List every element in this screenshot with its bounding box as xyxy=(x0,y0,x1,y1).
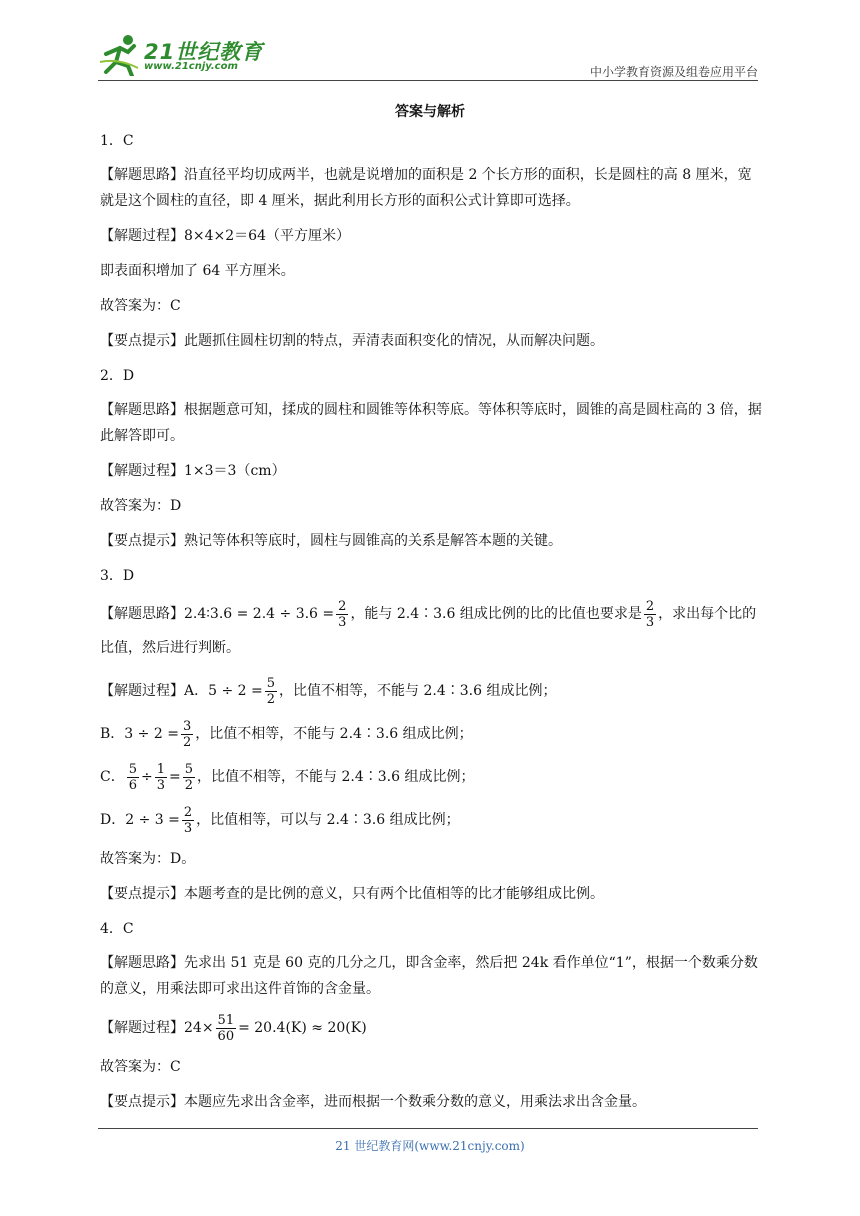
q3-thought-fraction-2 xyxy=(644,599,656,630)
q4-tip xyxy=(100,1089,764,1115)
q3-thought-mid: ，能与 2.4∶3.6 组成比例的比的比值也要求是 xyxy=(350,606,642,622)
fraction-denominator: 2 xyxy=(182,734,192,750)
q3-d-text: ，比值相等，可以与 2.4∶3.6 组成比例； xyxy=(196,812,460,828)
runner-logo-icon xyxy=(98,32,142,76)
q3-process-tag: 【解题过程】 xyxy=(100,683,184,699)
page-header xyxy=(98,30,758,80)
logo-text: 21世纪教育 xyxy=(144,40,264,64)
q3-b-prefix: B． xyxy=(100,726,125,742)
q3-option-d xyxy=(100,803,764,837)
q3-final-answer: 故答案为：D。 xyxy=(100,851,196,867)
header-divider xyxy=(98,80,758,81)
q4-tip-text: 本题应先求出含金率，进而根据一个数乘分数的意义，用乘法求出含金量。 xyxy=(184,1094,646,1110)
answer-content xyxy=(100,128,764,1124)
fraction-denominator: 3 xyxy=(645,614,655,630)
q4-thought xyxy=(100,950,764,1002)
fraction-numerator: 1 xyxy=(156,761,166,777)
q2-process-text: 1×3＝3（cm） xyxy=(184,463,286,479)
q3-b-fraction xyxy=(181,719,193,750)
q1-process-text: 8×4×2＝64（平方厘米） xyxy=(184,228,350,244)
logo xyxy=(98,30,268,80)
platform-name: 中小学教育资源及组卷应用平台 xyxy=(589,65,758,79)
page-footer: 21 世纪教育网(www.21cnjy.com) xyxy=(335,1139,525,1153)
q2-thought xyxy=(100,397,764,449)
q3-thought-end: ，求出每个比的比值，然后进行判断。 xyxy=(100,606,757,656)
q3-tip-tag: 【要点提示】 xyxy=(100,886,184,902)
q4-thought-tag: 【解题思路】 xyxy=(100,955,184,971)
q1-line: 即表面积增加了 64 平方厘米。 xyxy=(100,263,295,279)
q3-d-prefix: D． xyxy=(100,812,126,828)
q3-tip-text: 本题考查的是比例的意义，只有两个比值相等的比才能够组成比例。 xyxy=(184,886,604,902)
fraction-denominator: 2 xyxy=(184,777,194,793)
footer-divider xyxy=(98,1128,758,1129)
q2-thought-tag: 【解题思路】 xyxy=(100,402,184,418)
q3-thought xyxy=(100,597,764,665)
q3-thought-fraction xyxy=(336,599,348,630)
q3-a-math: 5 ÷ 2 = xyxy=(208,683,263,699)
q1-process xyxy=(100,223,764,249)
fraction-numerator: 51 xyxy=(217,1012,235,1028)
q2-final-answer: 故答案为：D xyxy=(100,498,182,514)
q2-process-tag: 【解题过程】 xyxy=(100,463,184,479)
fraction-numerator: 5 xyxy=(266,675,276,691)
q1-thought xyxy=(100,162,764,214)
q2-process xyxy=(100,458,764,484)
fraction-numerator: 5 xyxy=(128,761,137,777)
fraction-denominator: 60 xyxy=(217,1028,235,1044)
q3-option-a xyxy=(100,674,764,708)
q2-answer: 2．D xyxy=(100,368,135,384)
q3-thought-tag: 【解题思路】 xyxy=(100,606,184,622)
fraction-numerator: 2 xyxy=(183,804,193,820)
q4-answer: 4．C xyxy=(100,921,134,937)
q3-d-math: 2 ÷ 3 = xyxy=(125,812,180,828)
fraction-denominator: 2 xyxy=(266,691,276,707)
q3-c-prefix: C． xyxy=(100,769,125,785)
fraction-denominator: 3 xyxy=(338,614,347,630)
fraction-numerator: 5 xyxy=(184,761,194,777)
q3-option-b xyxy=(100,717,764,751)
q4-math-2: = 20.4(K) ≈ 20(K) xyxy=(238,1020,367,1036)
q2-tip-text: 熟记等体积等底时，圆柱与圆锥高的关系是解答本题的关键。 xyxy=(184,533,562,549)
fraction-denominator: 6 xyxy=(128,777,137,793)
q1-answer: 1．C xyxy=(100,133,134,149)
q3-b-text: ，比值不相等，不能与 2.4∶3.6 组成比例； xyxy=(195,726,473,742)
fraction-numerator: 2 xyxy=(645,598,655,614)
q4-fraction xyxy=(216,1013,237,1044)
fraction-numerator: 2 xyxy=(338,598,347,614)
q1-thought-text: 沿直径平均切成两半，也就是说增加的面积是 2 个长方形的面积，长是圆柱的高 8 厘米，宽就是这个圆柱的直径，即 4 厘米，据此利用长方形的面积公式计算即可选择。 xyxy=(100,167,752,209)
fraction-denominator: 3 xyxy=(183,820,193,836)
q3-c-div: ÷ xyxy=(141,769,153,785)
q3-c-text: ，比值不相等，不能与 2.4∶3.6 组成比例； xyxy=(197,769,475,785)
q4-process xyxy=(100,1011,764,1045)
fraction-numerator: 3 xyxy=(182,718,192,734)
q4-process-tag: 【解题过程】 xyxy=(100,1020,184,1036)
logo-url: www.21cnjy.com xyxy=(144,61,238,72)
q3-option-c xyxy=(100,760,764,794)
q2-thought-text: 根据题意可知，揉成的圆柱和圆锥等体积等底。等体积等底时，圆锥的高是圆柱高的 3 倍，据此解答即可。 xyxy=(100,402,762,444)
q3-c-fraction-2 xyxy=(155,762,167,793)
q3-answer: 3．D xyxy=(100,568,135,584)
q4-math-1: 24× xyxy=(184,1020,214,1036)
q1-process-tag: 【解题过程】 xyxy=(100,228,184,244)
q3-c-fraction-1 xyxy=(127,762,139,793)
fraction-denominator: 3 xyxy=(156,777,166,793)
q4-thought-text: 先求出 51 克是 60 克的几分之几，即含金率，然后把 24k 看作单位“1”，根据一个数乘分数的意义，用乘法即可求出这件首饰的含金量。 xyxy=(100,955,758,997)
q2-tip-tag: 【要点提示】 xyxy=(100,533,184,549)
q3-b-math: 3 ÷ 2 = xyxy=(124,726,179,742)
q3-c-eq: = xyxy=(169,769,181,785)
q4-tip-tag: 【要点提示】 xyxy=(100,1094,184,1110)
q1-tip xyxy=(100,328,764,354)
page-title: 答案与解析 xyxy=(395,104,465,120)
q3-a-prefix: A． xyxy=(184,683,209,699)
q2-tip xyxy=(100,528,764,554)
q1-tip-tag: 【要点提示】 xyxy=(100,333,184,349)
q3-c-fraction-3 xyxy=(183,762,195,793)
q1-tip-text: 此题抓住圆柱切割的特点，弄清表面积变化的情况，从而解决问题。 xyxy=(184,333,604,349)
q4-final-answer: 故答案为：C xyxy=(100,1059,181,1075)
q3-a-text: ，比值不相等，不能与 2.4∶3.6 组成比例； xyxy=(279,683,557,699)
q1-final-answer: 故答案为：C xyxy=(100,298,181,314)
q3-tip xyxy=(100,881,764,907)
q1-thought-tag: 【解题思路】 xyxy=(100,167,184,183)
q3-d-fraction xyxy=(182,805,194,836)
q3-a-fraction xyxy=(265,676,277,707)
q3-thought-math: 2.4∶3.6 = 2.4 ÷ 3.6 = xyxy=(184,606,335,622)
